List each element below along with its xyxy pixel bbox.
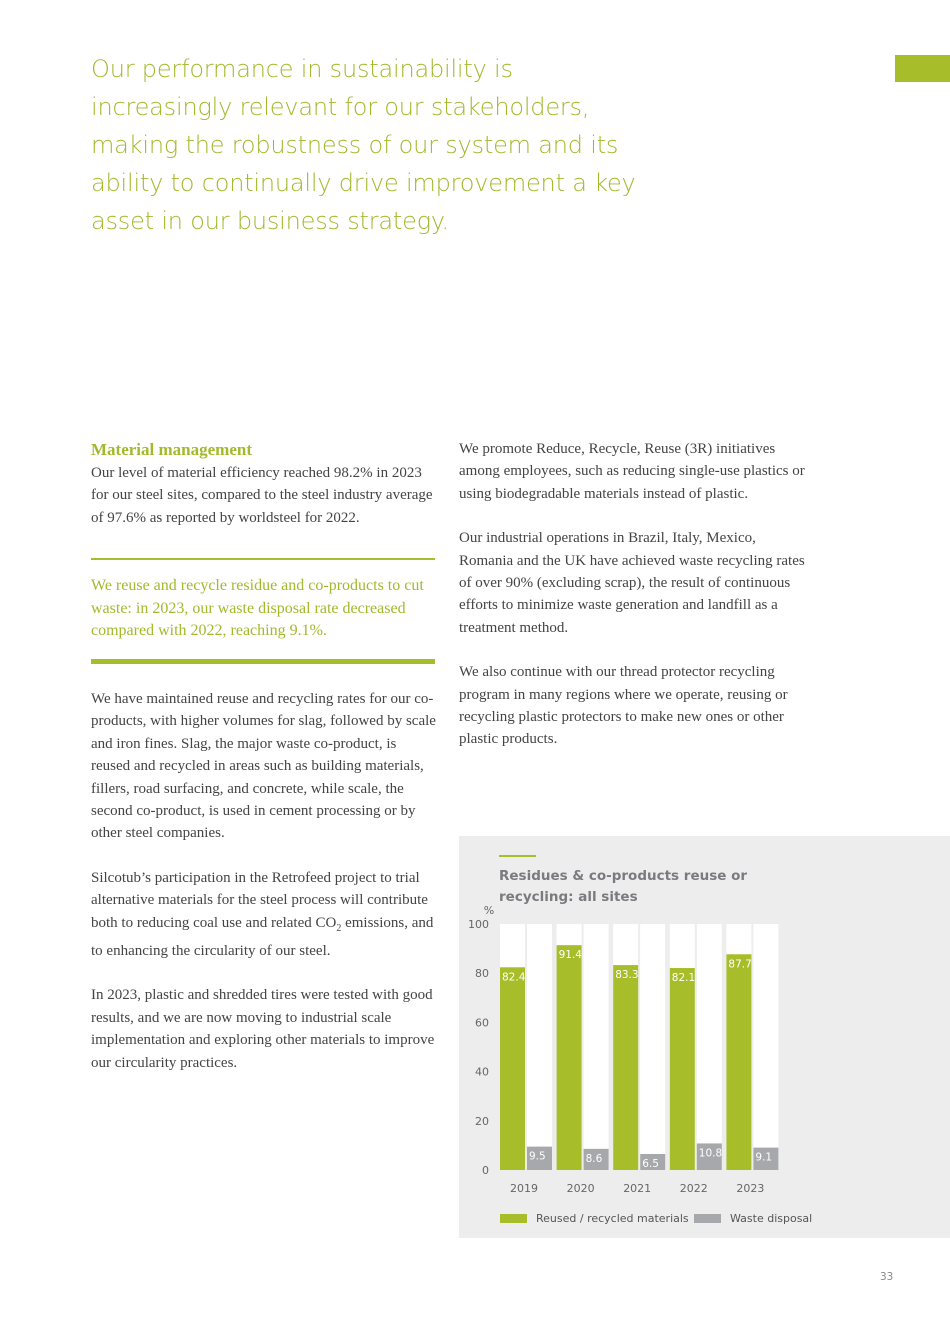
data-label-waste-2020: 8.6 (585, 1152, 603, 1165)
data-label-waste-2019: 9.5 (529, 1150, 546, 1163)
y-tick-label-20: 20 (475, 1114, 489, 1128)
legend-swatch-reused (500, 1214, 527, 1223)
data-label-reused-2023: 87.7 (728, 958, 752, 971)
left-column (91, 438, 436, 1074)
bar-track-2020-waste (584, 924, 609, 1170)
section-heading-material-management: Material management (91, 440, 252, 459)
bar-chart (459, 836, 950, 1238)
chart-panel (459, 836, 950, 1238)
industrial-operations-paragraph: Our industrial operations in Brazil, Italy, Mexico, Romania and the UK have achieved waste recycling rates of over 90% (excluding scrap), the result of continuous efforts to minimize waste generation and landfill as a treatment method. (459, 530, 805, 636)
y-tick-label-60: 60 (475, 1016, 489, 1030)
plastic-tires-paragraph: In 2023, plastic and shredded tires were tested with good results, and we are now moving to industrial scale implementation and exploring other materials to improve our circularity practices. (91, 987, 435, 1071)
retrofeed-paragraph (91, 867, 436, 963)
data-label-reused-2020: 91.4 (558, 949, 582, 962)
y-tick-label-100: 100 (468, 918, 489, 931)
y-axis-unit-label: % (483, 904, 495, 917)
x-tick-label-2021: 2021 (623, 1182, 652, 1195)
data-label-reused-2022: 82.1 (671, 972, 696, 985)
bar-reused-2020 (557, 945, 582, 1170)
legend-item-reused (500, 1212, 689, 1225)
legend-label-waste: Waste disposal (730, 1212, 813, 1225)
co-products-paragraph: We have maintained reuse and recycling rates for our co-products, with higher volumes for slag, followed by scale and iron fines. Slag, the major waste co-product, is reused and recycled in areas such as building materials, fillers, road surfacing, and concrete, while scale, the second co-product, is used in cement processing or by other steel companies. (91, 691, 436, 842)
callout-text: We reuse and recycle residue and co-products to cut waste: in 2023, our waste disposal rate decreased compared with 2022, reaching 9.1%. (91, 577, 424, 640)
bar-reused-2022 (670, 968, 695, 1170)
bar-track-2021-waste (640, 924, 665, 1170)
headline: Our performance in sustainability is increasingly relevant for our stakeholders, making the robustness of our system and its ability to continually drive improvement a key asset in our business strategy. (91, 55, 636, 235)
legend-item-waste (694, 1212, 812, 1225)
bar-track-2023-waste (753, 924, 778, 1170)
bar-track-2019-waste (527, 924, 552, 1170)
thread-protector-paragraph: We also continue with our thread protector recycling program in many regions where we operate, reusing or recycling plastic protectors to make new ones or other plastic products. (459, 664, 788, 748)
bar-reused-2023 (726, 954, 751, 1170)
x-tick-label-2020: 2020 (566, 1182, 595, 1195)
3r-paragraph: We promote Reduce, Recycle, Reuse (3R) initiatives among employees, such as reducing single-use plastics or using biodegradable materials instead of plastic. (459, 441, 805, 502)
bar-reused-2019 (500, 967, 525, 1170)
x-tick-label-2022: 2022 (679, 1182, 708, 1195)
legend-swatch-waste (694, 1214, 721, 1223)
data-label-waste-2021: 6.5 (642, 1158, 659, 1171)
legend-label-reused: Reused / recycled materials (536, 1212, 689, 1225)
data-label-reused-2019: 82.4 (502, 971, 526, 984)
page-number: 33 (880, 1271, 894, 1283)
bar-track-2022-waste (697, 924, 722, 1170)
section-tab-marker (895, 55, 950, 82)
right-column (459, 438, 809, 751)
y-tick-label-0: 0 (482, 1164, 489, 1177)
chart-title: Residues & co-products reuse or recycling: all sites (499, 868, 748, 905)
y-tick-label-40: 40 (475, 1065, 489, 1079)
material-efficiency-paragraph: Our level of material efficiency reached 98.2% in 2023 for our steel sites, compared to the steel industry average of 97.6% as reported by worldsteel for 2022. (91, 465, 433, 526)
x-tick-label-2023: 2023 (736, 1182, 765, 1195)
x-tick-label-2019: 2019 (510, 1182, 538, 1195)
data-label-waste-2023: 9.1 (755, 1151, 773, 1164)
data-label-waste-2022: 10.8 (698, 1147, 723, 1160)
data-label-reused-2021: 83.3 (615, 969, 639, 982)
bar-reused-2021 (613, 965, 638, 1170)
co2-subscript: 2 (336, 922, 342, 934)
y-tick-label-80: 80 (475, 967, 489, 981)
retrofeed-text-after: emissions, and to enhancing the circularity of our steel. (91, 914, 434, 960)
retrofeed-text-before: Silcotub’s participation in the Retrofeed project to trial alternative materials for the steel process will contribute both to reducing coal use and related CO (91, 869, 428, 931)
